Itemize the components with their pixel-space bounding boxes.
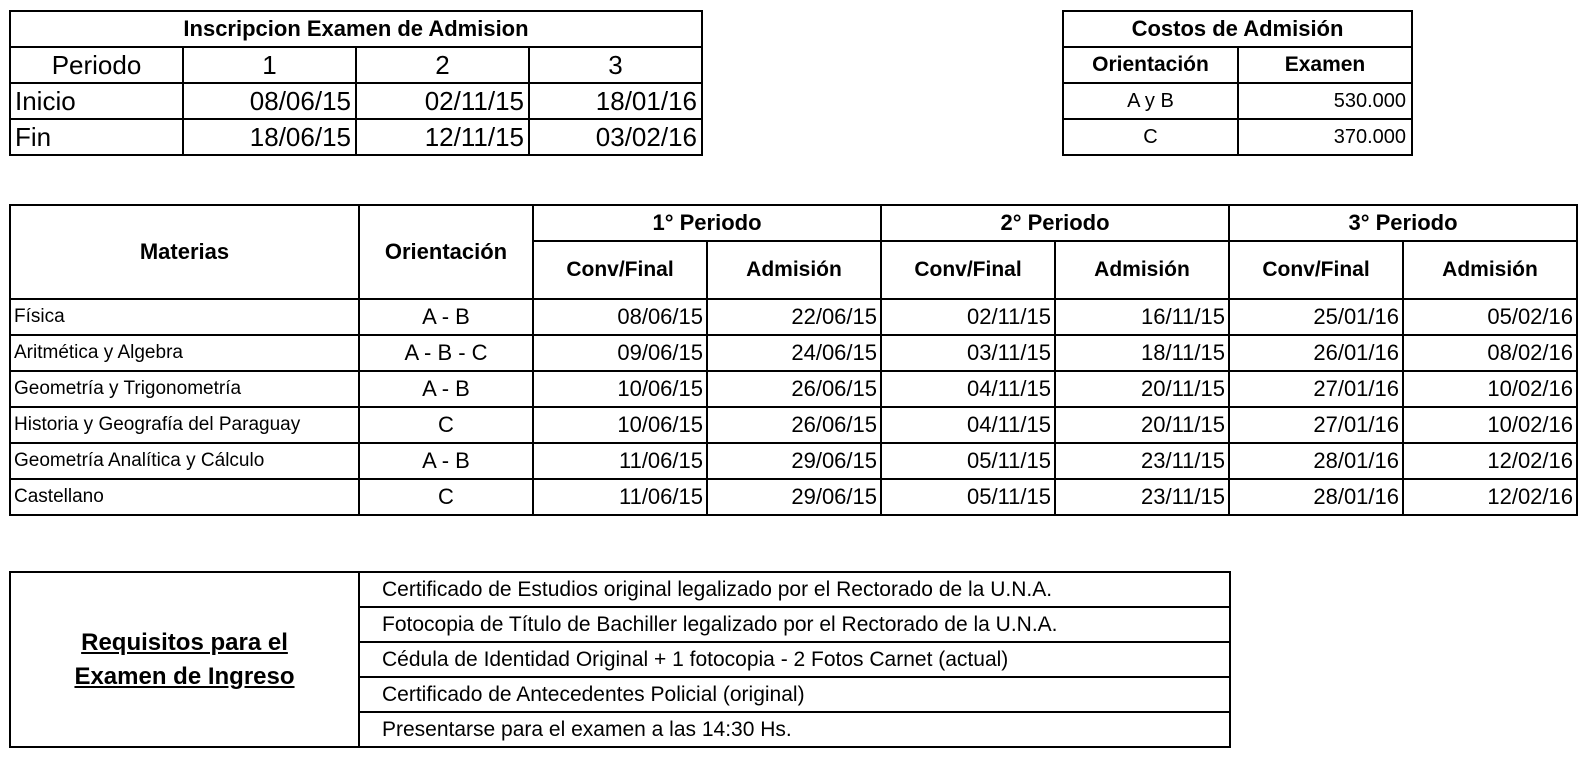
costos-title: Costos de Admisión <box>1063 11 1412 47</box>
date-cell: 26/06/15 <box>707 371 881 407</box>
subheader-conv-final: Conv/Final <box>533 241 707 299</box>
table-row <box>10 299 1577 335</box>
date-cell: 18/01/16 <box>529 83 702 119</box>
subheader-admision: Admisión <box>1403 241 1577 299</box>
date-cell: 23/11/15 <box>1055 479 1229 515</box>
date-cell: 12/11/15 <box>356 119 529 155</box>
costos-row <box>1063 83 1412 119</box>
orientacion-cell: C <box>359 407 533 443</box>
date-cell: 28/01/16 <box>1229 443 1403 479</box>
materia-cell: Geometría Analítica y Cálculo <box>10 443 359 479</box>
date-cell: 08/06/15 <box>183 83 356 119</box>
date-cell: 27/01/16 <box>1229 407 1403 443</box>
date-cell: 18/06/15 <box>183 119 356 155</box>
orientacion-cell: A - B <box>359 371 533 407</box>
date-cell: 16/11/15 <box>1055 299 1229 335</box>
examen-cost-cell: 370.000 <box>1238 119 1412 155</box>
date-cell: 24/06/15 <box>707 335 881 371</box>
materia-cell: Física <box>10 299 359 335</box>
subheader-conv-final: Conv/Final <box>1229 241 1403 299</box>
materia-cell: Castellano <box>10 479 359 515</box>
materia-cell: Geometría y Trigonometría <box>10 371 359 407</box>
date-cell: 05/11/15 <box>881 443 1055 479</box>
date-cell: 20/11/15 <box>1055 371 1229 407</box>
row-label: Inicio <box>10 83 183 119</box>
materia-cell: Aritmética y Algebra <box>10 335 359 371</box>
period-1-header: 1° Periodo <box>533 205 881 241</box>
date-cell: 22/06/15 <box>707 299 881 335</box>
table-row <box>10 407 1577 443</box>
date-cell: 11/06/15 <box>533 443 707 479</box>
row-label: Fin <box>10 119 183 155</box>
inscripcion-row-inicio <box>10 83 702 119</box>
date-cell: 26/01/16 <box>1229 335 1403 371</box>
table-row <box>10 335 1577 371</box>
requisito-item: Certificado de Estudios original legalizado por el Rectorado de la U.N.A. <box>359 572 1230 607</box>
date-cell: 08/02/16 <box>1403 335 1577 371</box>
date-cell: 04/11/15 <box>881 407 1055 443</box>
subheader-conv-final: Conv/Final <box>881 241 1055 299</box>
date-cell: 03/02/16 <box>529 119 702 155</box>
inscripcion-title: Inscripcion Examen de Admision <box>10 11 702 47</box>
orientacion-cell: C <box>1063 119 1238 155</box>
date-cell: 10/02/16 <box>1403 371 1577 407</box>
header-orientacion: Orientación <box>1063 47 1238 83</box>
table-row <box>10 479 1577 515</box>
date-cell: 20/11/15 <box>1055 407 1229 443</box>
date-cell: 25/01/16 <box>1229 299 1403 335</box>
requisitos-title <box>10 572 359 747</box>
date-cell: 02/11/15 <box>356 83 529 119</box>
date-cell: 10/02/16 <box>1403 407 1577 443</box>
requisito-item: Cédula de Identidad Original + 1 fotocopia - 2 Fotos Carnet (actual) <box>359 642 1230 677</box>
date-cell: 12/02/16 <box>1403 443 1577 479</box>
orientacion-cell: A - B <box>359 299 533 335</box>
date-cell: 18/11/15 <box>1055 335 1229 371</box>
periodo-3: 3 <box>529 47 702 83</box>
header-examen: Examen <box>1238 47 1412 83</box>
subheader-admision: Admisión <box>1055 241 1229 299</box>
requisitos-title-line2: Examen de Ingreso <box>74 662 295 690</box>
date-cell: 04/11/15 <box>881 371 1055 407</box>
requisito-item: Certificado de Antecedentes Policial (original) <box>359 677 1230 712</box>
orientacion-cell: A - B - C <box>359 335 533 371</box>
materias-table <box>9 204 1578 516</box>
requisito-item: Presentarse para el examen a las 14:30 Hs. <box>359 712 1230 747</box>
table-row <box>10 443 1577 479</box>
orientacion-cell: A - B <box>359 443 533 479</box>
date-cell: 12/02/16 <box>1403 479 1577 515</box>
table-row <box>10 371 1577 407</box>
inscripcion-table <box>9 10 703 156</box>
requisito-item: Fotocopia de Título de Bachiller legalizado por el Rectorado de la U.N.A. <box>359 607 1230 642</box>
date-cell: 26/06/15 <box>707 407 881 443</box>
period-3-header: 3° Periodo <box>1229 205 1577 241</box>
examen-cost-cell: 530.000 <box>1238 83 1412 119</box>
materia-cell: Historia y Geografía del Paraguay <box>10 407 359 443</box>
costos-row <box>1063 119 1412 155</box>
requisitos-table <box>9 571 1231 748</box>
header-orientacion: Orientación <box>359 205 533 299</box>
date-cell: 09/06/15 <box>533 335 707 371</box>
date-cell: 05/11/15 <box>881 479 1055 515</box>
inscripcion-row-fin <box>10 119 702 155</box>
periodo-1: 1 <box>183 47 356 83</box>
date-cell: 03/11/15 <box>881 335 1055 371</box>
date-cell: 27/01/16 <box>1229 371 1403 407</box>
date-cell: 02/11/15 <box>881 299 1055 335</box>
requisitos-title-line1: Requisitos para el <box>81 628 288 656</box>
date-cell: 23/11/15 <box>1055 443 1229 479</box>
subheader-admision: Admisión <box>707 241 881 299</box>
date-cell: 08/06/15 <box>533 299 707 335</box>
header-materias: Materias <box>10 205 359 299</box>
date-cell: 28/01/16 <box>1229 479 1403 515</box>
date-cell: 10/06/15 <box>533 407 707 443</box>
periodo-2: 2 <box>356 47 529 83</box>
date-cell: 29/06/15 <box>707 479 881 515</box>
date-cell: 29/06/15 <box>707 443 881 479</box>
period-2-header: 2° Periodo <box>881 205 1229 241</box>
periodo-label: Periodo <box>10 47 183 83</box>
orientacion-cell: A y B <box>1063 83 1238 119</box>
costos-table <box>1062 10 1413 156</box>
date-cell: 05/02/16 <box>1403 299 1577 335</box>
orientacion-cell: C <box>359 479 533 515</box>
date-cell: 10/06/15 <box>533 371 707 407</box>
date-cell: 11/06/15 <box>533 479 707 515</box>
